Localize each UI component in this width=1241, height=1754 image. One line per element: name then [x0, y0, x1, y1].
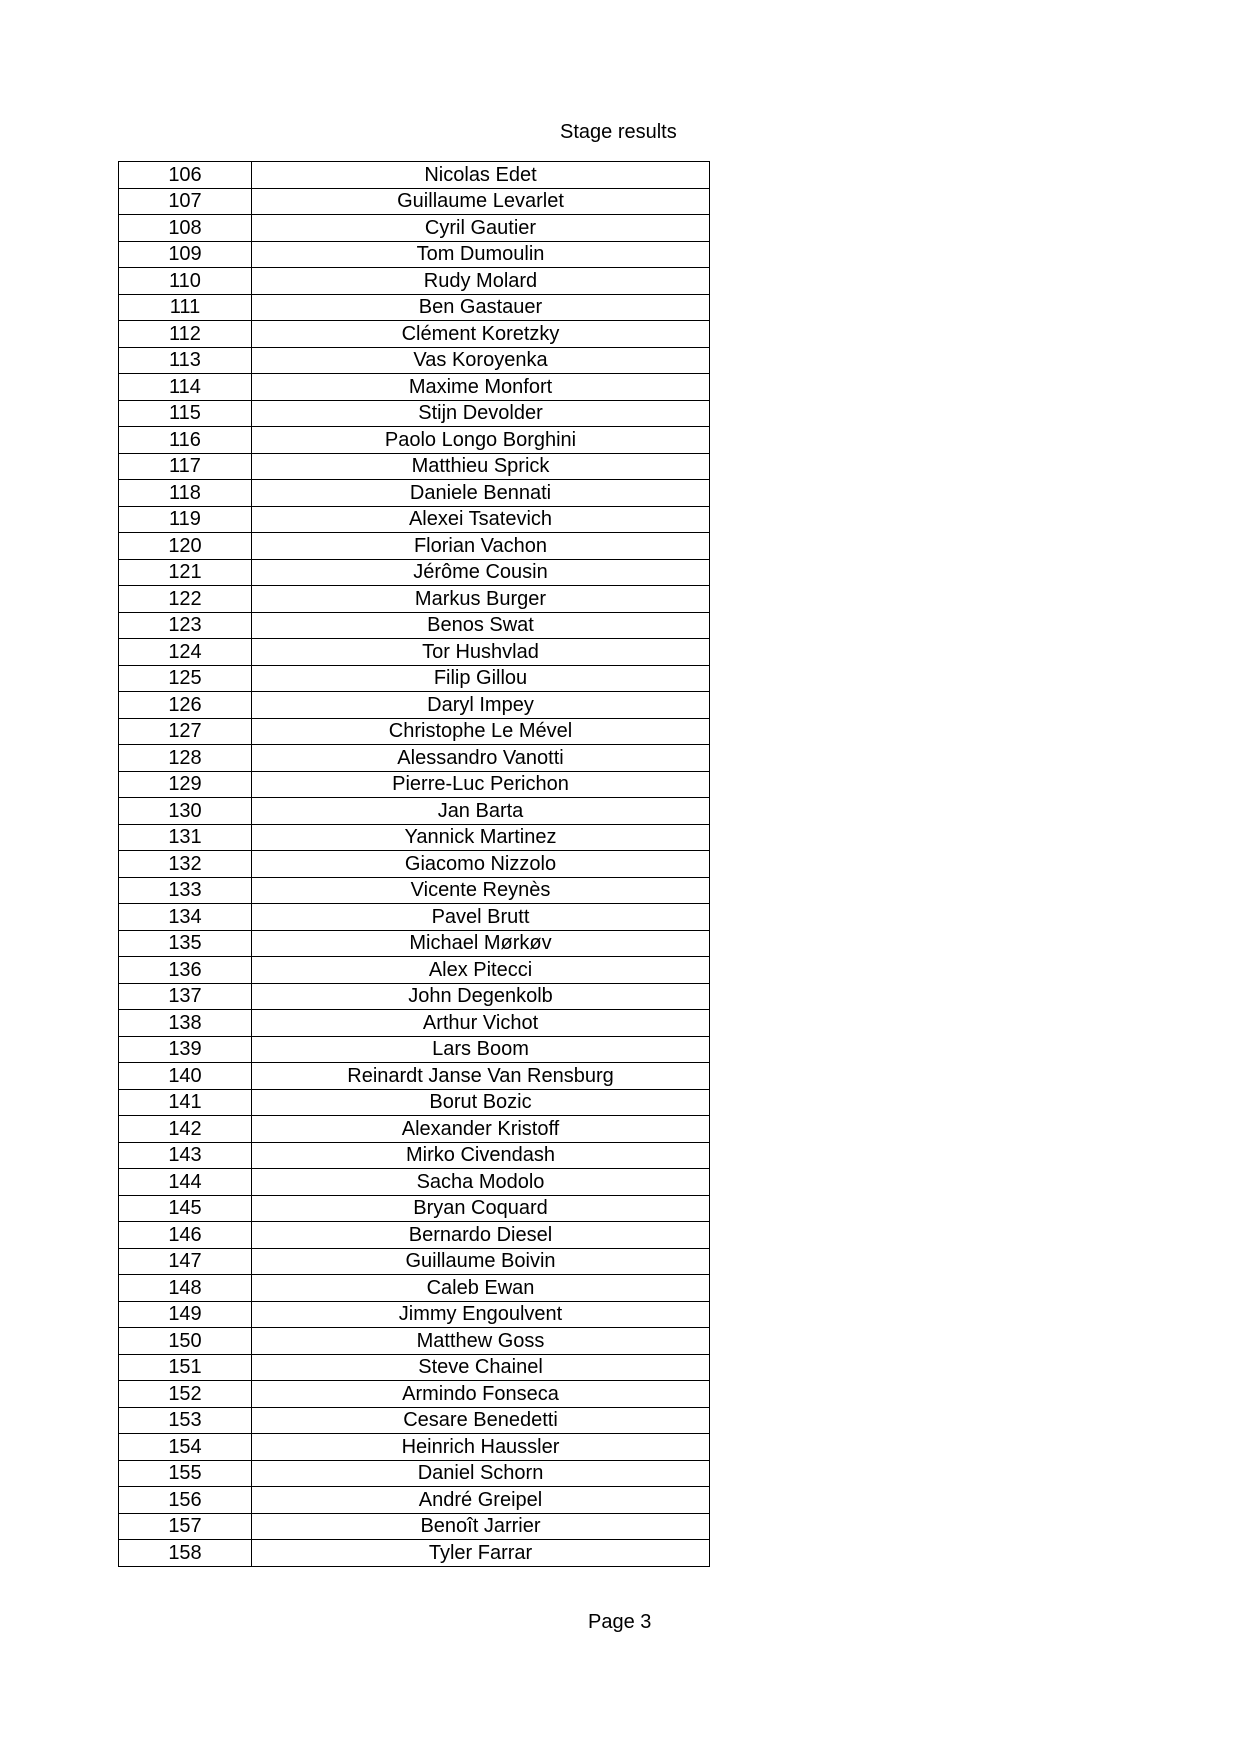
rank-cell: 117 — [119, 453, 252, 480]
table-row — [119, 1142, 710, 1169]
table-row — [119, 1063, 710, 1090]
rider-name-cell: Stijn Devolder — [252, 400, 710, 427]
rider-name-cell: Christophe Le Mével — [252, 718, 710, 745]
table-row — [119, 612, 710, 639]
rank-cell: 145 — [119, 1195, 252, 1222]
table-row — [119, 427, 710, 454]
table-row — [119, 692, 710, 719]
rider-name-cell: Matthieu Sprick — [252, 453, 710, 480]
rider-name-cell: Lars Boom — [252, 1036, 710, 1063]
rider-name-cell: Filip Gillou — [252, 665, 710, 692]
rider-name-cell: Sacha Modolo — [252, 1169, 710, 1196]
table-row — [119, 904, 710, 931]
rider-name-cell: Pierre-Luc Perichon — [252, 771, 710, 798]
rank-cell: 153 — [119, 1407, 252, 1434]
table-row — [119, 957, 710, 984]
rank-cell: 149 — [119, 1301, 252, 1328]
rank-cell: 110 — [119, 268, 252, 295]
table-row — [119, 1169, 710, 1196]
rider-name-cell: Mirko Civendash — [252, 1142, 710, 1169]
rider-name-cell: Cyril Gautier — [252, 215, 710, 242]
table-row — [119, 877, 710, 904]
table-row — [119, 718, 710, 745]
rank-cell: 136 — [119, 957, 252, 984]
rider-name-cell: Giacomo Nizzolo — [252, 851, 710, 878]
rank-cell: 114 — [119, 374, 252, 401]
table-row — [119, 1010, 710, 1037]
rider-name-cell: Daryl Impey — [252, 692, 710, 719]
table-row — [119, 1328, 710, 1355]
rank-cell: 107 — [119, 188, 252, 215]
rank-cell: 148 — [119, 1275, 252, 1302]
rider-name-cell: Arthur Vichot — [252, 1010, 710, 1037]
table-row — [119, 798, 710, 825]
table-row — [119, 215, 710, 242]
table-row — [119, 586, 710, 613]
table-row — [119, 453, 710, 480]
rank-cell: 151 — [119, 1354, 252, 1381]
rider-name-cell: Jérôme Cousin — [252, 559, 710, 586]
table-row — [119, 771, 710, 798]
rider-name-cell: Matthew Goss — [252, 1328, 710, 1355]
table-row — [119, 1407, 710, 1434]
rider-name-cell: Borut Bozic — [252, 1089, 710, 1116]
rider-name-cell: Paolo Longo Borghini — [252, 427, 710, 454]
table-row — [119, 1354, 710, 1381]
rank-cell: 112 — [119, 321, 252, 348]
rank-cell: 123 — [119, 612, 252, 639]
rank-cell: 129 — [119, 771, 252, 798]
rider-name-cell: Vicente Reynès — [252, 877, 710, 904]
rank-cell: 140 — [119, 1063, 252, 1090]
rank-cell: 134 — [119, 904, 252, 931]
rank-cell: 152 — [119, 1381, 252, 1408]
table-row — [119, 1301, 710, 1328]
table-row — [119, 1036, 710, 1063]
table-row — [119, 347, 710, 374]
rider-name-cell: Rudy Molard — [252, 268, 710, 295]
rank-cell: 108 — [119, 215, 252, 242]
table-row — [119, 1434, 710, 1461]
rank-cell: 128 — [119, 745, 252, 772]
table-row — [119, 851, 710, 878]
rank-cell: 126 — [119, 692, 252, 719]
rank-cell: 130 — [119, 798, 252, 825]
rank-cell: 146 — [119, 1222, 252, 1249]
rider-name-cell: Tom Dumoulin — [252, 241, 710, 268]
table-row — [119, 1116, 710, 1143]
rider-name-cell: Alexander Kristoff — [252, 1116, 710, 1143]
rider-name-cell: Armindo Fonseca — [252, 1381, 710, 1408]
rider-name-cell: Guillaume Boivin — [252, 1248, 710, 1275]
rank-cell: 120 — [119, 533, 252, 560]
table-row — [119, 294, 710, 321]
rank-cell: 156 — [119, 1487, 252, 1514]
rider-name-cell: Yannick Martinez — [252, 824, 710, 851]
rank-cell: 111 — [119, 294, 252, 321]
rider-name-cell: Benoît Jarrier — [252, 1513, 710, 1540]
rider-name-cell: Tor Hushvlad — [252, 639, 710, 666]
table-row — [119, 1460, 710, 1487]
rank-cell: 119 — [119, 506, 252, 533]
table-row — [119, 1513, 710, 1540]
rider-name-cell: Alessandro Vanotti — [252, 745, 710, 772]
table-row — [119, 1195, 710, 1222]
table-row — [119, 824, 710, 851]
rider-name-cell: John Degenkolb — [252, 983, 710, 1010]
rider-name-cell: Daniel Schorn — [252, 1460, 710, 1487]
rider-name-cell: Alex Pitecci — [252, 957, 710, 984]
rider-name-cell: Jan Barta — [252, 798, 710, 825]
rider-name-cell: Alexei Tsatevich — [252, 506, 710, 533]
rank-cell: 116 — [119, 427, 252, 454]
table-row — [119, 321, 710, 348]
rider-name-cell: Benos Swat — [252, 612, 710, 639]
rider-name-cell: Ben Gastauer — [252, 294, 710, 321]
table-row — [119, 983, 710, 1010]
rider-name-cell: Tyler Farrar — [252, 1540, 710, 1567]
rank-cell: 139 — [119, 1036, 252, 1063]
rider-name-cell: André Greipel — [252, 1487, 710, 1514]
rank-cell: 113 — [119, 347, 252, 374]
rider-name-cell: Jimmy Engoulvent — [252, 1301, 710, 1328]
rank-cell: 138 — [119, 1010, 252, 1037]
rider-name-cell: Maxime Monfort — [252, 374, 710, 401]
rank-cell: 141 — [119, 1089, 252, 1116]
rank-cell: 143 — [119, 1142, 252, 1169]
table-row — [119, 1089, 710, 1116]
rider-name-cell: Clément Koretzky — [252, 321, 710, 348]
page-number: Page 3 — [588, 1611, 652, 1633]
rank-cell: 122 — [119, 586, 252, 613]
rank-cell: 118 — [119, 480, 252, 507]
table-row — [119, 533, 710, 560]
rank-cell: 135 — [119, 930, 252, 957]
rank-cell: 124 — [119, 639, 252, 666]
table-row — [119, 400, 710, 427]
rank-cell: 125 — [119, 665, 252, 692]
results-table — [118, 161, 710, 1567]
table-row — [119, 1248, 710, 1275]
rank-cell: 147 — [119, 1248, 252, 1275]
table-row — [119, 1275, 710, 1302]
table-row — [119, 162, 710, 189]
rider-name-cell: Nicolas Edet — [252, 162, 710, 189]
rank-cell: 144 — [119, 1169, 252, 1196]
table-row — [119, 665, 710, 692]
table-row — [119, 930, 710, 957]
table-row — [119, 480, 710, 507]
table-row — [119, 1222, 710, 1249]
rank-cell: 127 — [119, 718, 252, 745]
rank-cell: 132 — [119, 851, 252, 878]
rank-cell: 131 — [119, 824, 252, 851]
rider-name-cell: Daniele Bennati — [252, 480, 710, 507]
table-row — [119, 559, 710, 586]
rank-cell: 142 — [119, 1116, 252, 1143]
table-row — [119, 374, 710, 401]
rider-name-cell: Cesare Benedetti — [252, 1407, 710, 1434]
rank-cell: 150 — [119, 1328, 252, 1355]
rider-name-cell: Florian Vachon — [252, 533, 710, 560]
table-row — [119, 506, 710, 533]
rider-name-cell: Markus Burger — [252, 586, 710, 613]
rider-name-cell: Bryan Coquard — [252, 1195, 710, 1222]
rank-cell: 155 — [119, 1460, 252, 1487]
table-row — [119, 241, 710, 268]
rank-cell: 133 — [119, 877, 252, 904]
rank-cell: 109 — [119, 241, 252, 268]
rank-cell: 121 — [119, 559, 252, 586]
rider-name-cell: Reinardt Janse Van Rensburg — [252, 1063, 710, 1090]
table-row — [119, 1381, 710, 1408]
results-table-body — [119, 162, 710, 1567]
rider-name-cell: Heinrich Haussler — [252, 1434, 710, 1461]
table-row — [119, 745, 710, 772]
rider-name-cell: Guillaume Levarlet — [252, 188, 710, 215]
rider-name-cell: Steve Chainel — [252, 1354, 710, 1381]
rank-cell: 157 — [119, 1513, 252, 1540]
table-row — [119, 188, 710, 215]
rider-name-cell: Pavel Brutt — [252, 904, 710, 931]
rank-cell: 158 — [119, 1540, 252, 1567]
rider-name-cell: Michael Mørkøv — [252, 930, 710, 957]
rider-name-cell: Vas Koroyenka — [252, 347, 710, 374]
rank-cell: 115 — [119, 400, 252, 427]
table-row — [119, 1540, 710, 1567]
page-title: Stage results — [560, 121, 677, 143]
rank-cell: 154 — [119, 1434, 252, 1461]
rider-name-cell: Bernardo Diesel — [252, 1222, 710, 1249]
rank-cell: 106 — [119, 162, 252, 189]
rider-name-cell: Caleb Ewan — [252, 1275, 710, 1302]
table-row — [119, 268, 710, 295]
table-row — [119, 1487, 710, 1514]
table-row — [119, 639, 710, 666]
rank-cell: 137 — [119, 983, 252, 1010]
